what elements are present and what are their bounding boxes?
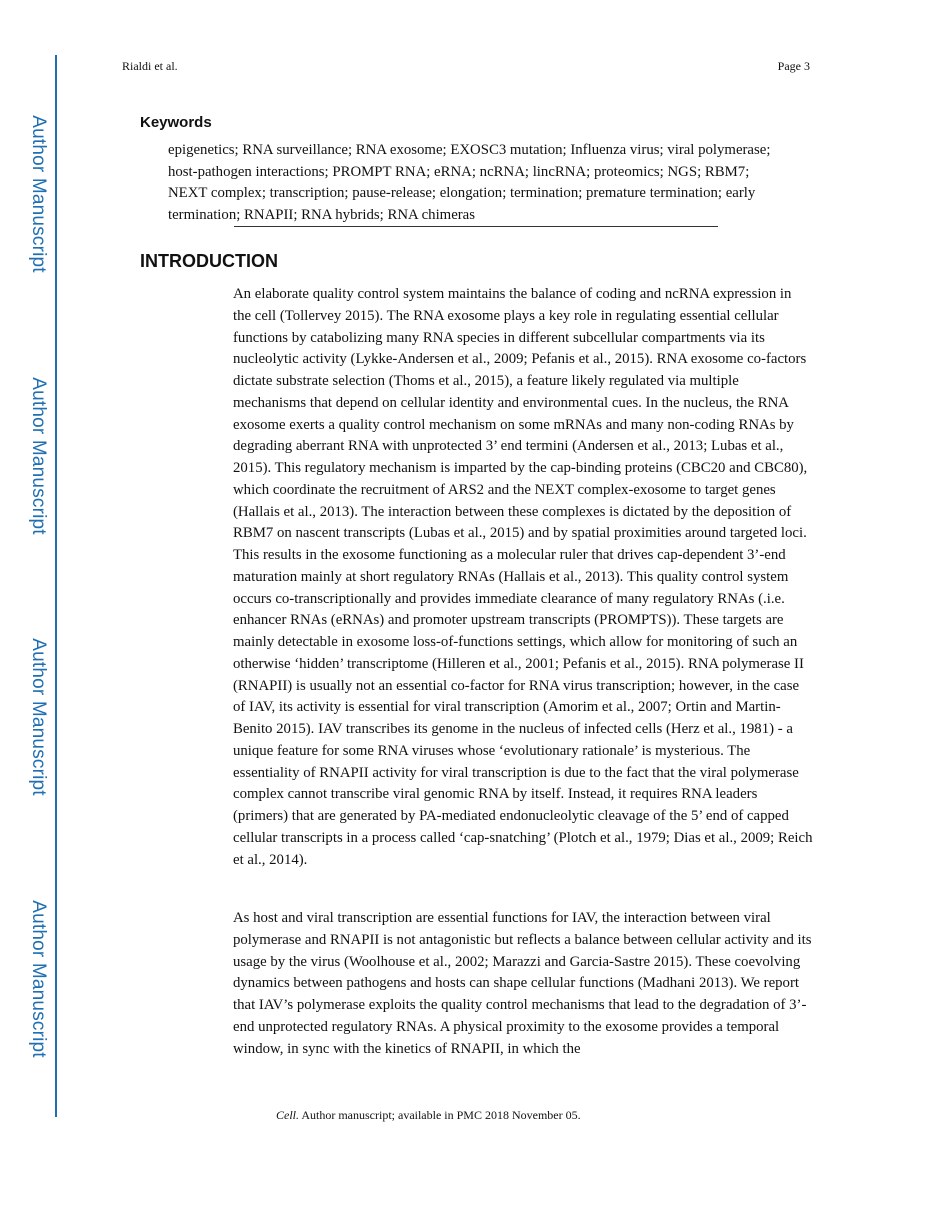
sidebar-author-manuscript-label: Author Manuscript	[28, 115, 49, 273]
running-header-authors: Rialdi et al.	[122, 59, 178, 73]
keywords-heading: Keywords	[140, 114, 212, 131]
page-number: Page 3	[777, 59, 810, 73]
section-divider	[234, 226, 718, 227]
keywords-list: epigenetics; RNA surveillance; RNA exosome; EXOSC3 mutation; Influenza virus; viral polymerase; host-pathogen interactions; PROMPT RNA; eRNA; ncRNA; lincRNA; proteomics; NGS; RBM7; NEXT complex; transcription; pause-release; elongation; termination; premature termination; early termination; RNAPII; RNA hybrids; RNA chimeras	[168, 142, 771, 223]
sidebar-author-manuscript-label: Author Manuscript	[28, 900, 49, 1058]
footer-journal-name: Cell.	[276, 1108, 299, 1122]
introduction-paragraph-1: An elaborate quality control system maintains the balance of coding and ncRNA expression in the cell (Tollervey 2015). The RNA exosome plays a key role in regulating essential cellular functions by catabolizing many RNA species in different subcellular compartments via its nucleolytic activity (Lykke-Andersen et al., 2009; Pefanis et al., 2015). RNA exosome co-factors dictate substrate selection (Thoms et al., 2015), a feature likely regulated via multiple mechanisms that depend on cellular identity and environmental cues. In the nucleus, the RNA exosome exerts a quality control mechanism on some mRNAs and many non-coding RNAs by degrading aberrant RNA with unprotected 3’ end termini (Andersen et al., 2013; Lubas et al., 2015). This regulatory mechanism is imparted by the cap-binding proteins (CBC20 and CBC80), which coordinate the recruitment of ARS2 and the NEXT complex-exosome to target genes (Hallais et al., 2013). The interaction between these complexes is dictated by the deposition of RBM7 on nascent transcripts (Lubas et al., 2015) and by spatial proximities around targeted loci. This results in the exosome functioning as a molecular ruler that drives cap-dependent 3’-end maturation mainly at short regulatory RNAs (Hallais et al., 2013). This quality control system occurs co-transcriptionally and provides immediate clearance of many regulatory RNAs (.i.e. enhancer RNAs (eRNAs) and promoter upstream transcripts (PROMPTS)). These targets are mainly detectable in exosome loss-of-functions settings, which allow for monitoring of such an otherwise ‘hidden’ transcriptome (Hilleren et al., 2001; Pefanis et al., 2015). RNA polymerase II (RNAPII) is usually not an essential co-factor for RNA virus transcription; however, in the case of IAV, its activity is essential for viral transcription (Amorim et al., 2007; Ortin and Martin-Benito 2015). IAV transcribes its genome in the nucleus of infected cells (Herz et al., 1981) - a unique feature for some RNA viruses whose ‘evolutionary rationale’ is mysterious. The essentiality of RNAPII activity for viral transcription is due to the fact that the viral polymerase complex cannot transcribe viral genomic RNA by itself. Instead, it requires RNA leaders (primers) that are generated by PA-mediated endonucleolytic cleavage of the 5’ end of capped cellular transcripts in a process called ‘cap-snatching’ (Plotch et al., 1979; Dias et al., 2009; Reich et al., 2014).	[233, 286, 813, 868]
introduction-heading: INTRODUCTION	[140, 251, 278, 271]
sidebar-author-manuscript-label: Author Manuscript	[28, 377, 49, 535]
footer-availability: Author manuscript; available in PMC 2018 November 05.	[299, 1108, 581, 1122]
footer-citation	[276, 1108, 581, 1123]
sidebar-author-manuscript-label: Author Manuscript	[28, 638, 49, 796]
introduction-paragraph-2: As host and viral transcription are essential functions for IAV, the interaction between viral polymerase and RNAPII is not antagonistic but reflects a balance between cellular activity and its usage by the virus (Woolhouse et al., 2002; Marazzi and Garcia-Sastre 2015). These coevolving dynamics between pathogens and hosts can shape cellular functions (Madhani 2013). We report that IAV’s polymerase exploits the quality control mechanisms that lead to the degradation of 3’-end unprotected regulatory RNAs. A physical proximity to the exosome provides a temporal window, in sync with the kinetics of RNAPII, in which the	[233, 910, 812, 1057]
